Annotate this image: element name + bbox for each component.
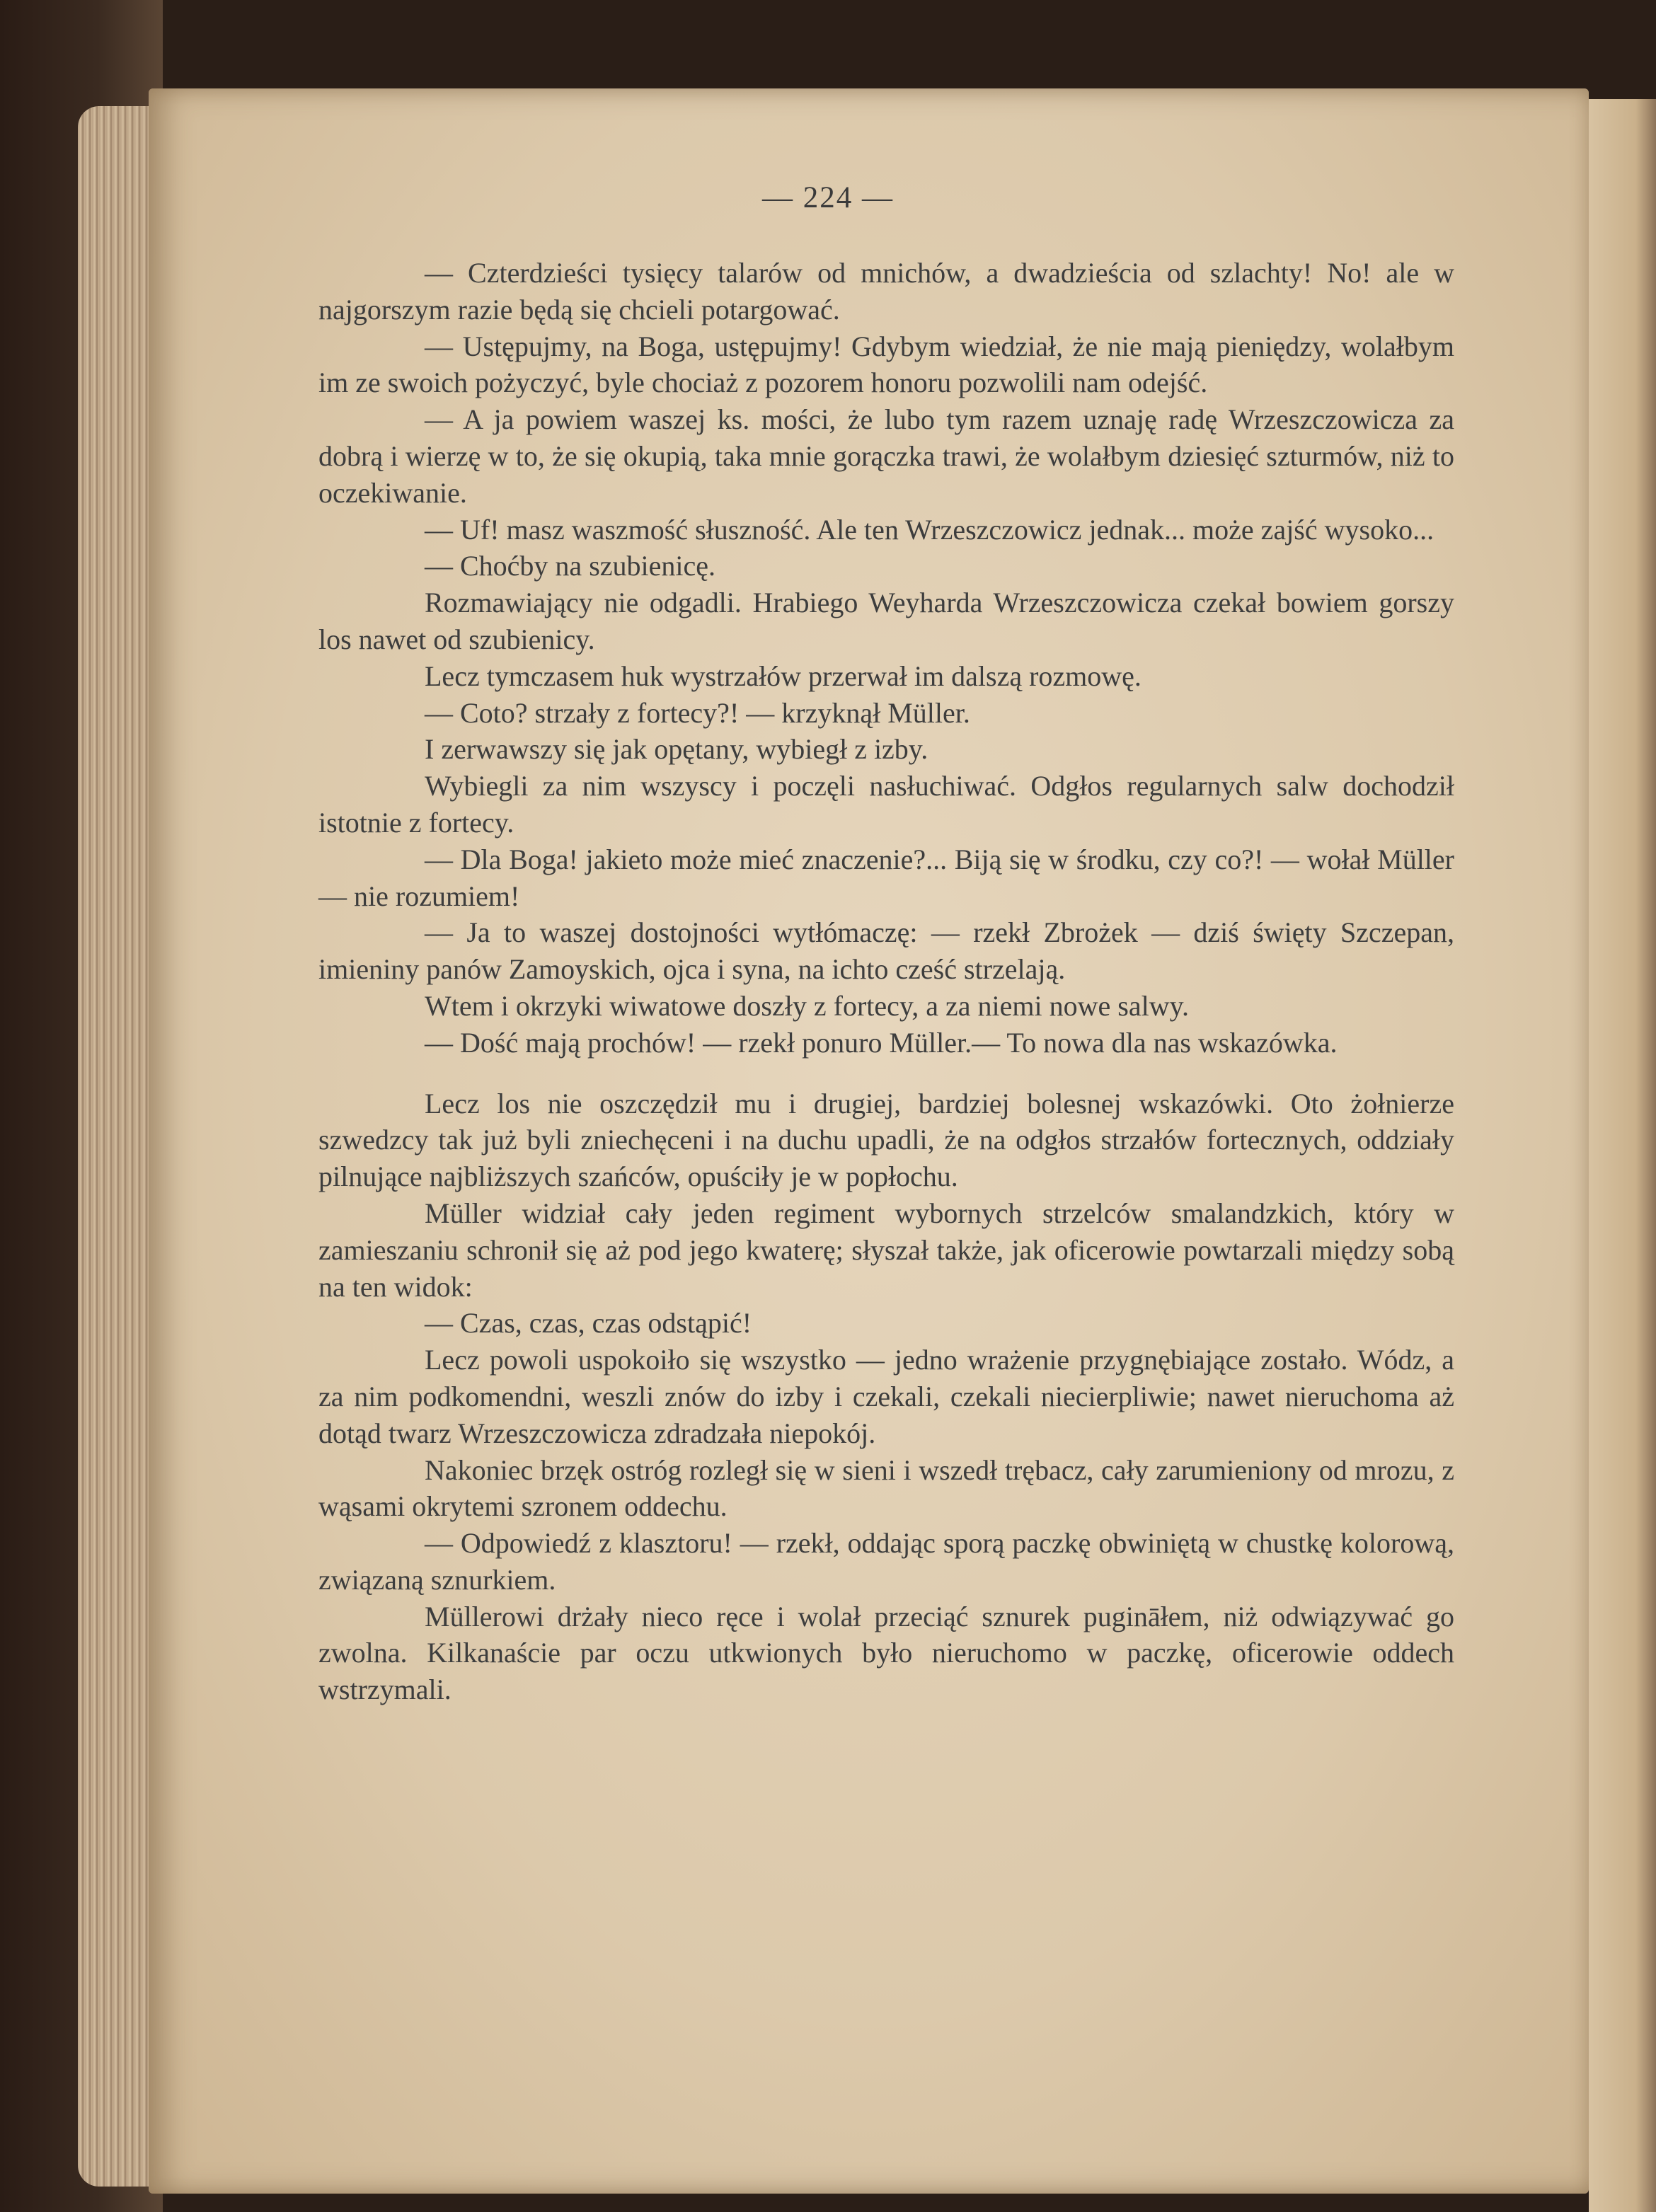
page-number: — 224 — [762,181,894,214]
next-page-edge [1589,99,1656,2212]
paragraph: — Czterdzieści tysięcy talarów od mnichów, a dwadzieścia od szlachty! No! ale w najgorszym razie będą się chcieli potargować. [318,257,1454,326]
paragraph: — Choćby na szubienicę. [425,550,715,582]
page-body [318,255,1454,1708]
paragraph: — A ja powiem waszej ks. mości, że lubo tym razem uznaję radę Wrzeszczowicza za dobrą i wierzę w to, że się okupią, taka mnie gorączka trawi, że wolałbym dziesięć szturmów, niż to oczekiwanie. [318,403,1454,509]
paragraph: Lecz tymczasem huk wystrzałów przerwał im dalszą rozmowę. [425,659,1142,692]
paragraph: — Dla Boga! jakieto może mieć znaczenie?... Biją się w środku, czy co?! — wołał Müller — nie rozumiem! [318,843,1454,912]
paragraph: — Ustępujmy, na Boga, ustępujmy! Gdybym wiedział, że nie mają pieniędzy, wolałbym im ze swoich pożyczyć, byle chociaż z pozorem honoru pozwolili nam odejść. [318,330,1454,399]
paragraph: — Ja to waszej dostojności wytłómaczę: — rzekł Zbrożek — dziś święty Szczepan, imieniny panów Zamoyskich, ojca i syna, na ichto cześć strzelają. [318,916,1454,986]
paragraph: — Czas, czas, czas odstąpić! [425,1307,752,1340]
paragraph: Müllerowi drżały nieco ręce i wolał przeciąć sznurek pugināłem, niż odwiązywać go zwolna. Kilkanaście par oczu utkwionych było nieruchomo w paczkę, oficerowie oddech wstrzymali. [318,1600,1454,1706]
paragraph: — Uf! masz waszmość słuszność. Ale ten Wrzeszczowicz jednak... może zajść wysoko... [425,513,1434,546]
paragraph: Nakoniec brzęk ostróg rozległ się w sieni i wszedł trębacz, cały zarumieniony od mrozu, z wąsami okrytemi szronem oddechu. [318,1453,1454,1523]
paragraph: Wybiegli za nim wszyscy i poczęli nasłuchiwać. Odgłos regularnych salw dochodził istotnie z fortecy. [318,770,1454,839]
paragraph: Lecz los nie oszczędził mu i drugiej, bardziej bolesnej wskazówki. Oto żołnierze szwedzcy tak już byli zniechęceni i na duchu upadli, że na odgłos strzałów fortecznych, oddziały pilnujące najbliższych szańców, opuściły je w popłochu. [318,1087,1454,1193]
paragraph: Lecz powoli uspokoiło się wszystko — jedno wrażenie przygnębiające zostało. Wódz, a za nim podkomendni, weszli znów do izby i czekali, czekali niecierpliwie; nawet nieruchoma aż dotąd twarz Wrzeszczowicza zdradzała niepokój. [318,1344,1454,1449]
paragraph: Müller widział cały jeden regiment wybornych strzelców smalandzkich, który w zamieszaniu schronił się aż pod jego kwaterę; słyszał także, jak oficerowie powtarzali między sobą na ten widok: [318,1197,1454,1303]
paragraph: Wtem i okrzyki wiwatowe doszły z fortecy, a za niemi nowe salwy. [425,989,1189,1022]
paragraph: — Dość mają prochów! — rzekł ponuro Müller.— To nowa dla nas wskazówka. [425,1026,1338,1059]
paragraph: — Coto? strzały z fortecy?! — krzyknął Müller. [425,696,970,729]
paragraph: Rozmawiający nie odgadli. Hrabiego Weyharda Wrzeszczowicza czekał bowiem gorszy los nawet od szubienicy. [318,587,1454,655]
paragraph: — Odpowiedź z klasztoru! — rzekł, oddając sporą paczkę obwiniętą w chustkę kolorową, związaną sznurkiem. [318,1527,1454,1596]
paragraph: I zerwawszy się jak opętany, wybiegł z izby. [425,733,928,766]
